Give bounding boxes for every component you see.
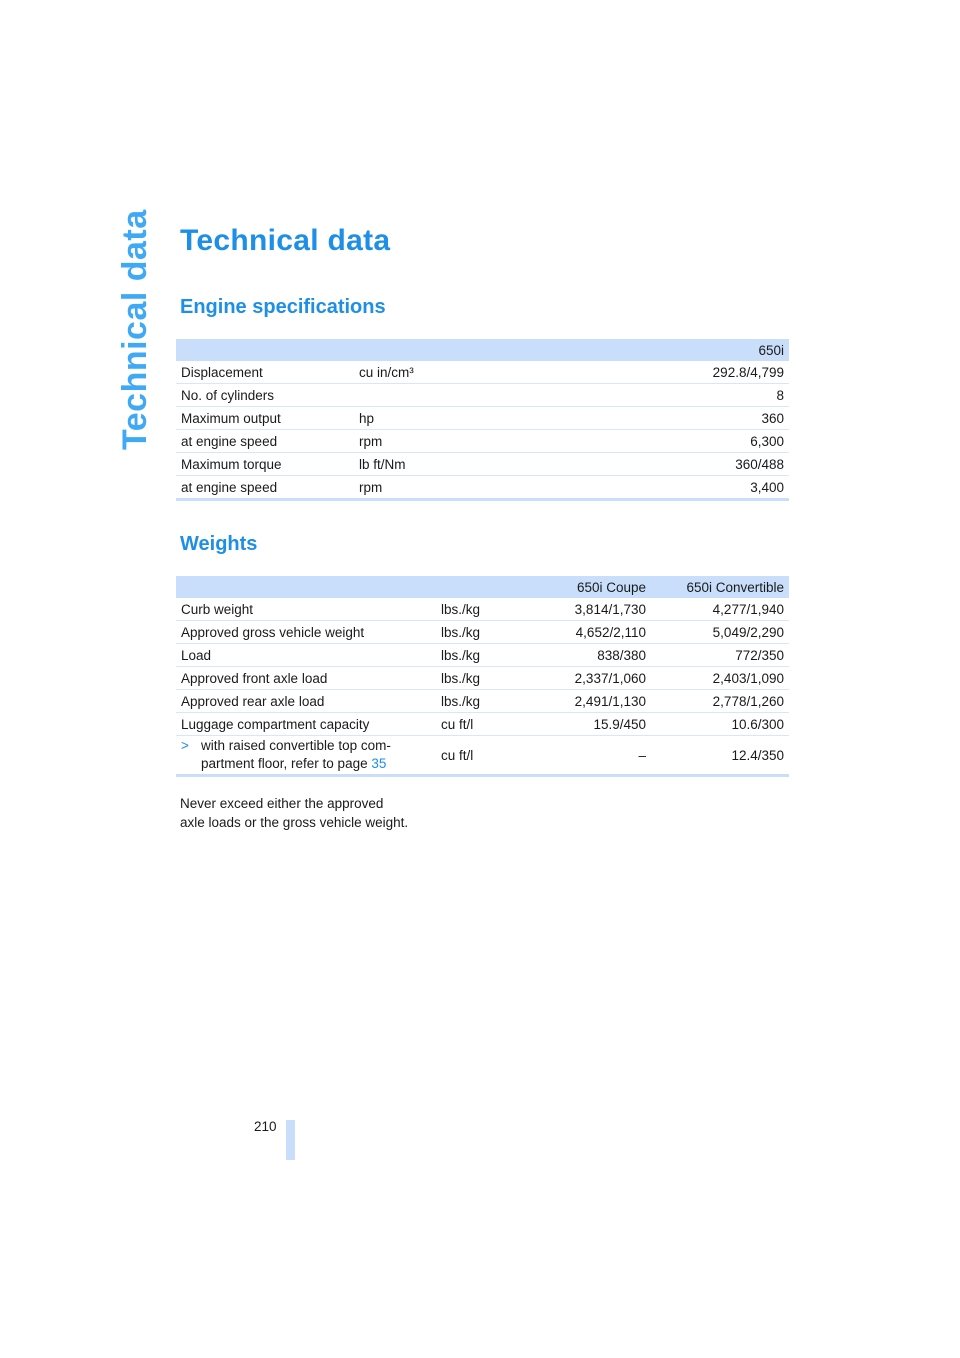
row-value-convertible: 10.6/300 xyxy=(651,713,789,736)
row-unit: cu in/cm³ xyxy=(354,361,474,384)
row-value-convertible: 5,049/2,290 xyxy=(651,621,789,644)
engine-col-650i: 650i xyxy=(758,342,784,358)
table-row xyxy=(176,621,789,644)
table-row xyxy=(176,361,789,384)
row-value: 6,300 xyxy=(474,430,789,453)
row-unit: lbs./kg xyxy=(436,667,516,690)
weights-table xyxy=(176,576,789,777)
row-value: 8 xyxy=(474,384,789,407)
engine-section-title: Engine specifications xyxy=(180,296,386,318)
weight-note: Never exceed either the approved axle loads or the gross vehicle weight. xyxy=(180,796,409,830)
weights-col-coupe: 650i Coupe xyxy=(576,579,646,595)
row-value-coupe: 838/380 xyxy=(516,644,651,667)
sub-row-label: > with raised convertible top com- partment floor, refer to page 35 xyxy=(176,736,436,776)
page-ref-link[interactable]: 35 xyxy=(371,756,387,771)
table-row xyxy=(176,430,789,453)
row-label: Approved front axle load xyxy=(176,667,436,690)
row-unit: cu ft/l xyxy=(436,713,516,736)
table-row xyxy=(176,384,789,407)
row-label: Displacement xyxy=(176,361,354,384)
row-value-coupe: 15.9/450 xyxy=(516,713,651,736)
page-number: 210 xyxy=(254,1119,277,1134)
row-unit: lbs./kg xyxy=(436,621,516,644)
row-value: 3,400 xyxy=(474,476,789,500)
table-row-sub xyxy=(176,736,789,776)
row-value-coupe: 4,652/2,110 xyxy=(516,621,651,644)
row-label: Maximum torque xyxy=(176,453,354,476)
row-unit: lbs./kg xyxy=(436,644,516,667)
row-label: No. of cylinders xyxy=(176,384,354,407)
table-row xyxy=(176,667,789,690)
weights-table-header xyxy=(176,576,789,598)
row-unit: hp xyxy=(354,407,474,430)
row-unit: cu ft/l xyxy=(436,736,516,776)
side-section-title: Technical data xyxy=(116,209,154,450)
row-label: Load xyxy=(176,644,436,667)
weights-col-convertible: 650i Convertible xyxy=(686,579,784,595)
row-unit: rpm xyxy=(354,430,474,453)
row-label: Approved rear axle load xyxy=(176,690,436,713)
row-unit: lb ft/Nm xyxy=(354,453,474,476)
weights-section-title: Weights xyxy=(180,533,258,555)
table-row xyxy=(176,690,789,713)
row-value: 360/488 xyxy=(474,453,789,476)
row-label: Maximum output xyxy=(176,407,354,430)
table-row xyxy=(176,476,789,500)
row-unit xyxy=(354,384,474,407)
row-label: Luggage compartment capacity xyxy=(176,713,436,736)
row-value-coupe: – xyxy=(516,736,651,776)
row-unit: lbs./kg xyxy=(436,598,516,621)
row-unit: lbs./kg xyxy=(436,690,516,713)
row-value: 292.8/4,799 xyxy=(474,361,789,384)
table-row xyxy=(176,713,789,736)
table-row xyxy=(176,407,789,430)
row-value-convertible: 4,277/1,940 xyxy=(651,598,789,621)
table-row xyxy=(176,453,789,476)
engine-spec-table xyxy=(176,339,789,501)
row-value-convertible: 2,778/1,260 xyxy=(651,690,789,713)
page-marker-bar xyxy=(286,1120,295,1160)
row-label: at engine speed xyxy=(176,430,354,453)
row-value-convertible: 12.4/350 xyxy=(651,736,789,776)
table-row xyxy=(176,598,789,621)
row-value-coupe: 2,337/1,060 xyxy=(516,667,651,690)
row-unit: rpm xyxy=(354,476,474,500)
row-value-convertible: 772/350 xyxy=(651,644,789,667)
table-row xyxy=(176,644,789,667)
row-value: 360 xyxy=(474,407,789,430)
row-label: at engine speed xyxy=(176,476,354,500)
row-value-coupe: 2,491/1,130 xyxy=(516,690,651,713)
row-value-coupe: 3,814/1,730 xyxy=(516,598,651,621)
bullet-marker: > xyxy=(181,738,189,753)
row-label: Approved gross vehicle weight xyxy=(176,621,436,644)
row-label: Curb weight xyxy=(176,598,436,621)
row-value-convertible: 2,403/1,090 xyxy=(651,667,789,690)
engine-table-header xyxy=(176,339,789,361)
page-title: Technical data xyxy=(180,224,391,257)
